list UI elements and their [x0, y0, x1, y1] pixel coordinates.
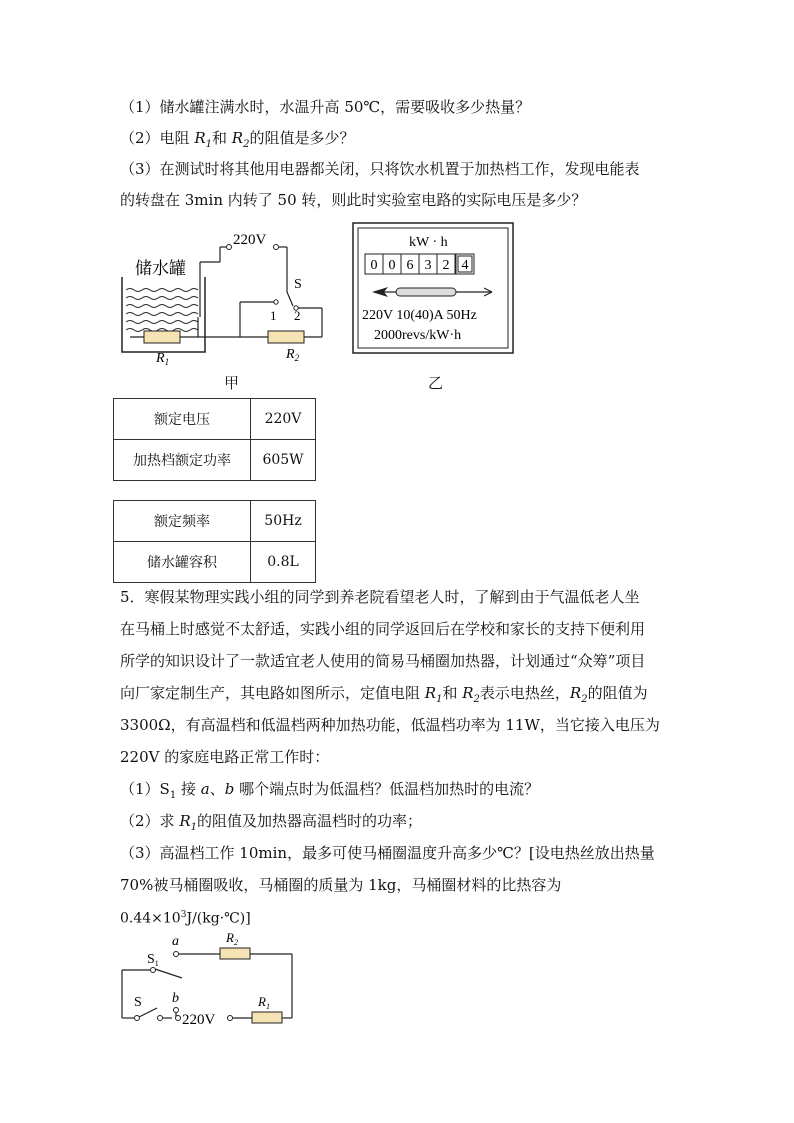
- caption-yi: 乙: [428, 374, 444, 392]
- question-3-line1: （3）在测试时将其他用电器都关闭，只将饮水机置于加热档工作，发现电能表: [120, 160, 640, 178]
- meter-rating: 220V 10(40)A 50Hz: [362, 308, 477, 323]
- svg-text:220V: 220V: [182, 1012, 216, 1028]
- svg-text:1: 1: [270, 308, 277, 323]
- svg-text:2: 2: [442, 258, 450, 273]
- resistor-r1: [144, 331, 180, 343]
- problem5-line1: 5．寒假某物理实践小组的同学到养老院看望老人时，了解到由于气温低老人坐: [120, 588, 640, 606]
- svg-text:4: 4: [461, 258, 469, 273]
- svg-text:S: S: [134, 995, 142, 1010]
- svg-text:R2: $R_2$: [286, 347, 300, 363]
- svg-text:R1: $R_1$: [258, 994, 270, 1011]
- table-row: 额定频率 50Hz: [114, 501, 316, 542]
- svg-text:0: 0: [370, 258, 378, 273]
- svg-text:6: 6: [406, 258, 414, 273]
- resistor-r1: [252, 1012, 282, 1023]
- voltage-label: 220V: [233, 232, 267, 248]
- switch-s1: [155, 969, 182, 978]
- table-row: 储水罐容积 0.8L: [114, 542, 316, 583]
- problem5-q2: （2）求 $R_1$的阻值及加热器高温档时的功率；: [120, 812, 422, 833]
- resistor-r2: [268, 331, 304, 343]
- svg-text:b: b: [172, 991, 179, 1006]
- table-row: 额定电压 220V: [114, 399, 316, 440]
- svg-text:a: a: [172, 934, 179, 949]
- spec-table-1: [113, 398, 316, 481]
- switch-s: [287, 292, 293, 306]
- spec-table-2: [113, 500, 316, 583]
- table-row: 加热档额定功率 605W: [114, 440, 316, 481]
- caption-jia: 甲: [224, 374, 240, 392]
- problem5-q3-line3: $0.44\times 10^3J/(kg\cdot℃)$]: [120, 910, 251, 927]
- tank-label: 储水罐: [135, 259, 186, 278]
- svg-text:0: 0: [388, 258, 396, 273]
- problem5-line5: 3300Ω，有高温档和低温档两种加热功能，低温档功率为 11W，当它接入电压为: [120, 716, 660, 734]
- problem5-line3: 所学的知识设计了一款适宜老人使用的简易马桶圈加热器，计划通过“众筹”项目: [120, 652, 646, 670]
- problem5-q1: $(1)S_1$ 接 a、b 哪个端点时为低温档？低温档加热时的电流？: [120, 780, 540, 801]
- svg-text:3: 3: [424, 258, 432, 273]
- question-2: （2）电阻 $R_1$和 $R_2$的阻值是多少？: [120, 129, 355, 150]
- question-1: （1）储水罐注满水时，水温升高 50℃，需要吸收多少热量？: [120, 98, 531, 116]
- circuit-diagram-toilet: [112, 928, 302, 1028]
- svg-text:2: 2: [294, 308, 301, 323]
- svg-text:S1: $S_1$: [147, 952, 159, 968]
- svg-text:R2: $R_2$: [226, 930, 238, 947]
- meter-unit: kW · h: [409, 235, 448, 250]
- meter-constant: 2000revs/kW·h: [374, 328, 462, 343]
- energy-meter-yi: [352, 222, 514, 354]
- circuit-diagram-jia: [110, 222, 330, 372]
- problem5-q3-line1: （3）高温档工作 10min，最多可使马桶圈温度升高多少℃？[设电热丝放出热量: [120, 844, 655, 862]
- resistor-r2: [220, 948, 250, 959]
- problem5-q3-line2: 70%被马桶圈吸收，马桶圈的质量为 1kg，马桶圈材料的比热容为: [120, 876, 562, 894]
- meter-digits: [365, 254, 474, 274]
- svg-text:R1: $R_1$: [156, 351, 170, 367]
- problem5-line6: 220V 的家庭电路正常工作时：: [120, 748, 330, 766]
- question-3-line2: 的转盘在 3min 内转了 50 转，则此时实验室电路的实际电压是多少？: [120, 191, 587, 209]
- problem5-line2: 在马桶上时感觉不太舒适，实践小组的同学返回后在学校和家长的支持下便利用: [120, 620, 646, 638]
- problem5-line4: 向厂家定制生产，其电路如图所示，定值电阻 $R_1$和 $R_2$表示电热丝，$R_2$的阻值为: [120, 684, 648, 705]
- switch-label: S: [294, 277, 302, 292]
